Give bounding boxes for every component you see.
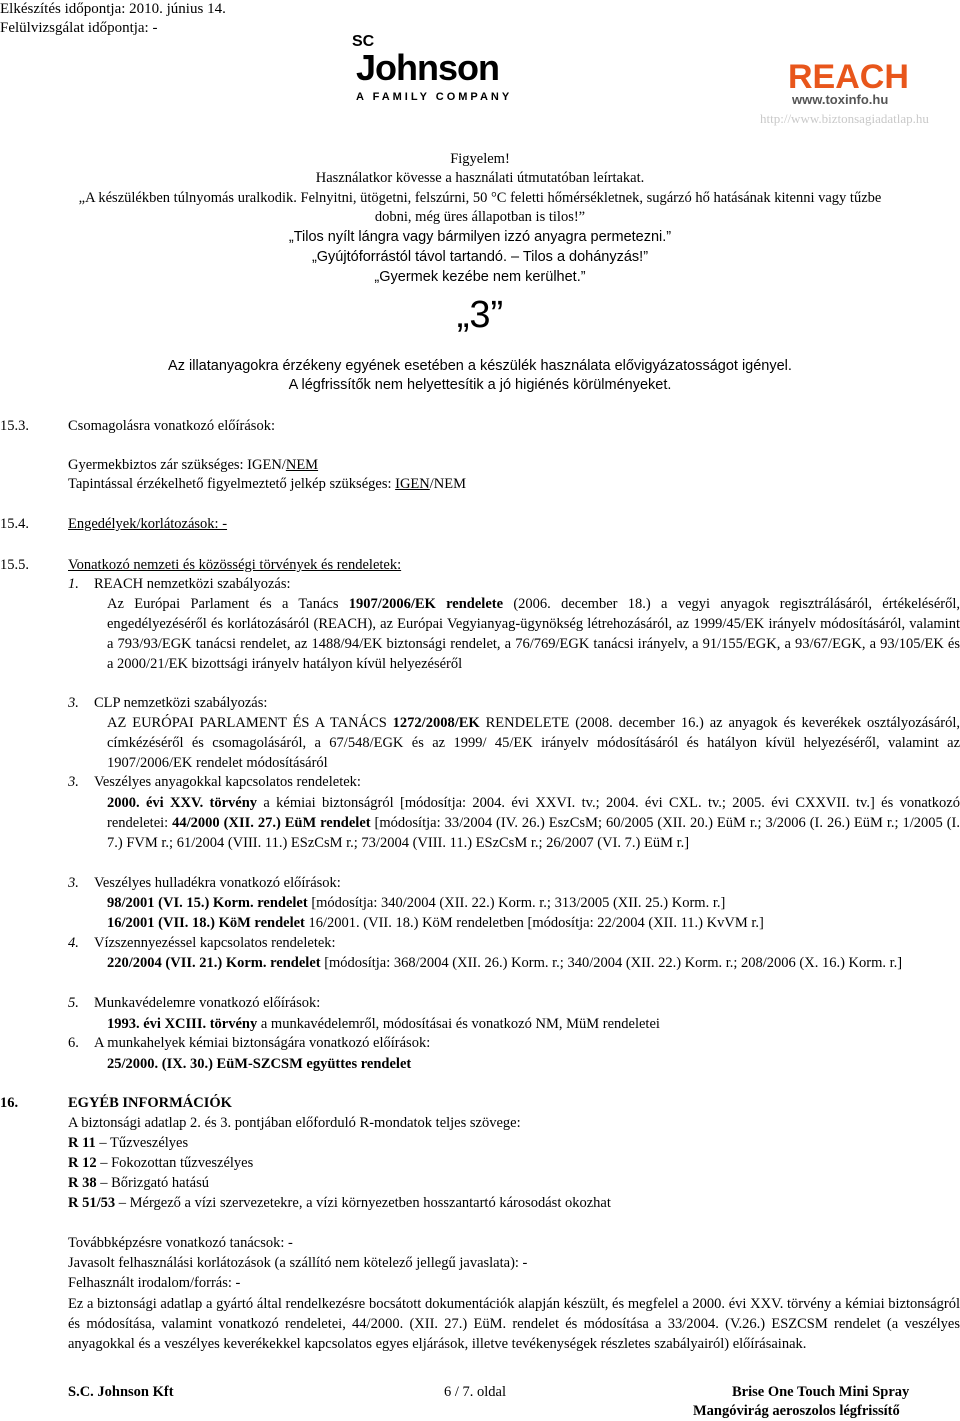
hazardous-substances-text [107,793,960,853]
reach-logo-word: REACH [788,58,909,96]
section-15-4-number: 15.4. [0,516,29,532]
item-5-number: 4. [68,935,79,951]
r11-text: – Tűzveszélyes [95,1135,189,1151]
literature-sources: Felhasznált irodalom/forrás: - [68,1275,241,1291]
r12-code: R 12 [68,1155,97,1171]
reach-logo [786,58,956,108]
r38-text: – Bőrizgató hatású [96,1175,209,1191]
warning-instructions: Használatkor kövesse a használati útmutatóban leírtakat. [315,170,645,186]
r11-code: R 11 [68,1135,96,1151]
warning-title: Figyelem! [450,151,510,167]
water-a: 220/2004 (VII. 21.) Korm. rendelet [107,955,321,971]
r38-line [68,1174,209,1192]
warning-hygiene: A légfrissítők nem helyettesítik a jó higiénés körülményeket. [288,377,672,393]
warning-children: „Gyermek kezébe nem kerülhet.” [374,269,586,285]
r-phrases-intro: A biztonsági adatlap 2. és 3. pontjában előforduló R-mondatok teljes szövege: [68,1115,521,1131]
final-statement: Ez a biztonsági adatlap a gyártó által rendelkezésre bocsátott dokumentációk alapján készült, és megfelel a 2000. évi XXV. törvény a kémiai biztonságról és módosítása, valamint vonatkozó rendeletei, 44/2000. (XII. 27.) EüM. rendelet és módosítása a 33/2004. (V.26.) ESZCSM rendelet (a veszélyes anyagokkal és a veszélyes keverékekkel kapcsolatos egyes eljárások, illetve tevékenységek részletes szabályairól) előírásainak. [68,1296,960,1352]
item-1-label: REACH nemzetközi szabályozás: [94,576,291,592]
section-16-number: 16. [0,1095,19,1111]
biztonsagiadatlap-url: http://www.biztonsagiadatlap.hu [760,111,929,126]
section-15-3-title: Csomagolásra vonatkozó előírások: [68,418,275,434]
review-date: Felülvizsgálat időpontja: - [0,20,158,36]
category-three: „3” [456,294,504,336]
reach-logo-graphic [786,58,956,108]
reach-text-a: Az Európai Parlament és a Tanács [107,596,349,612]
warning-pressure-cont: dobni, még üres állapotban is tilos!” [374,209,586,225]
workplace-chemical-regulation: 25/2000. (IX. 30.) EüM-SZCSM együttes rendelet [107,1056,412,1072]
waste-line-1 [107,893,725,913]
clp-text-a: AZ EURÓPAI PARLAMENT ÉS A TANÁCS [107,715,393,731]
footer-product-name: Brise One Touch Mini Spray [732,1384,910,1400]
warning-flame: „Tilos nyílt lángra vagy bármilyen izzó anyagra permetezni.” [288,229,672,245]
item-3-number: 3. [68,774,79,790]
workplace-safety-line [107,1014,660,1034]
reach-text-b: 1907/2006/EK rendelete [348,596,504,612]
r5153-code: R 51/53 [68,1195,116,1211]
tactile-line [68,475,466,493]
waste-line-2 [107,913,764,933]
training-advice: Továbbképzésre vonatkozó tanácsok: - [68,1235,293,1251]
preparation-date: Elkészítés időpontja: 2010. június 14. [0,1,226,17]
waste2-a: 16/2001 (VII. 18.) KöM rendelet [107,915,305,931]
warning-pressure: „A készülékben túlnyomás uralkodik. Felnyitni, ütögetni, felszúrni, 50 °C feletti hőmérsékletnek, sugárzó hő hatásának kitenni vagy tűzbe [78,190,882,206]
r12-line [68,1154,253,1172]
child-lock-nem: NEM [285,457,319,473]
recommended-restrictions: Javasolt felhasználási korlátozások (a szállító nem kötelező jellegű javaslata): - [68,1255,528,1271]
item-2-number: 3. [68,695,79,711]
item-7-label: A munkahelyek kémiai biztonságára vonatkozó előírások: [94,1035,431,1051]
section-15-5-title: Vonatkozó nemzeti és közösségi törvények és rendeletek: [68,557,402,573]
tactile-igen: IGEN [395,476,430,492]
item-4-number: 3. [68,875,79,891]
reach-text-c: (2006. december 18.) a vegyi anyagok regisztrálásáról, értékeléséről, engedélyezéséről és korlátozásáról (REACH), az Európai Vegyianyag-ügynökség létrehozásáról, az 1999/45/EK irányelv módosításáról, valamint a 793/93/EGK tanácsi rendelet, az 1488/94/EK biztonsági rendelet, a 76/769/EGK tanácsi irányelv, a 91/155/EGK, a 93/67/EGK, a 93/105/EK és a 2000/21/EK bizottsági irányelv hatályon kívül helyezéséről [107,596,960,672]
item-6-label: Munkavédelemre vonatkozó előírások: [94,995,321,1011]
water-b: [módosítja: 368/2004 (XII. 26.) Korm. r.; 340/2004 (XII. 22.) Korm. r.; 208/2006 (X. 16.) Korm. r.] [320,955,903,971]
reach-regulation-text [107,594,960,674]
haz-a: 2000. évi XXV. törvény [107,795,258,811]
work-b: a munkavédelemről, módosításai és vonatkozó NM, MüM rendeletei [257,1016,660,1032]
sc-logo-sc: SC [352,33,375,50]
waste1-b: [módosítja: 340/2004 (XII. 22.) Korm. r.; 313/2005 (XII. 25.) Korm. r.] [307,895,726,911]
sc-johnson-logo-graphic [350,30,518,104]
child-lock-line [68,456,318,474]
r38-code: R 38 [68,1175,97,1191]
r5153-line [68,1194,611,1212]
item-5-label: Vízszennyezéssel kapcsolatos rendeletek: [94,935,336,951]
sc-johnson-logo [350,30,518,104]
r11-line [68,1134,188,1152]
item-1-number: 1. [68,576,79,592]
tactile-end: /NEM [429,476,467,492]
section-16-title: EGYÉB INFORMÁCIÓK [68,1095,232,1111]
footer-page-number: 6 / 7. oldal [444,1384,507,1400]
haz-c: 44/2000 (XII. 27.) EüM rendelet [172,815,371,831]
work-a: 1993. évi XCIII. törvény [107,1016,258,1032]
tactile-label: Tapintással érzékelhető figyelmeztető jelkép szükséges: [68,476,396,492]
water-pollution-text [107,953,960,973]
warning-sensitive: Az illatanyagokra érzékeny egyének esetében a készülék használata elővigyázatosságot igényel. [168,358,792,374]
warning-ignition: „Gyújtóforrástól távol tartandó. – Tilos a dohányzás!” [311,249,649,265]
clp-regulation-text [107,713,960,773]
r5153-text: – Mérgező a vízi szervezetekre, a vízi környezetben hosszantartó károsodást okozhat [115,1195,611,1211]
item-4-label: Veszélyes hulladékra vonatkozó előírások: [94,875,341,891]
item-2-label: CLP nemzetközi szabályozás: [94,695,268,711]
r12-text: – Fokozottan tűzveszélyes [96,1155,254,1171]
waste1-a: 98/2001 (VI. 15.) Korm. rendelet [107,895,308,911]
sc-logo-tagline: A FAMILY COMPANY [356,91,513,103]
footer-product-description: Mangóvirág aeroszolos légfrissítő [693,1403,900,1419]
section-15-5-number: 15.5. [0,557,29,573]
clp-text-c: RENDELETE (2008. december 16.) az anyagok és keverékek osztályozásáról, címkézéséről és csomagolásáról, a 67/548/EGK és az 1999/ 45/EK irányelv módosításáról és hatályon kívül helyezéséről, valamint az 1907/2006/EK rendelet módosításáról [107,715,960,771]
item-6-number: 5. [68,995,79,1011]
sc-logo-johnson: Johnson [356,47,499,88]
reach-logo-url: www.toxinfo.hu [792,92,889,107]
footer-company: S.C. Johnson Kft [68,1384,174,1400]
haz-d: [módosítja: 33/2004 (IV. 26.) EszCsM; 60/2005 (XII. 20.) EüM r.; 3/2006 (I. 26.) EüM r.; 1/2005 (I. 7.) FVM r.; 61/2004 (VIII. 11.) ESzCsM r.; 73/2004 (VIII. 11.) ESzCsM r.; 26/2007 (VI. 7.) EüM r.] [107,815,960,851]
item-3-label: Veszélyes anyagokkal kapcsolatos rendeletek: [94,774,361,790]
clp-text-b: 1272/2008/EK [392,715,480,731]
waste2-b: 16/2001. (VII. 18.) KöM rendeletben [módosítja: 22/2004 (XII. 11.) KvVM r.] [304,915,764,931]
child-lock-label: Gyermekbiztos zár szükséges: IGEN/ [68,457,286,473]
section-15-4-title: Engedélyek/korlátozások: - [68,516,228,532]
section-15-3-number: 15.3. [0,418,29,434]
item-7-number: 6. [68,1035,79,1051]
haz-b: a kémiai biztonságról [módosítja: 2004. évi XXVI. tv.; 2004. évi CXL. tv.; 2005. évi CXXVII. tv.] és vonatkozó rendeletei: [107,795,960,831]
